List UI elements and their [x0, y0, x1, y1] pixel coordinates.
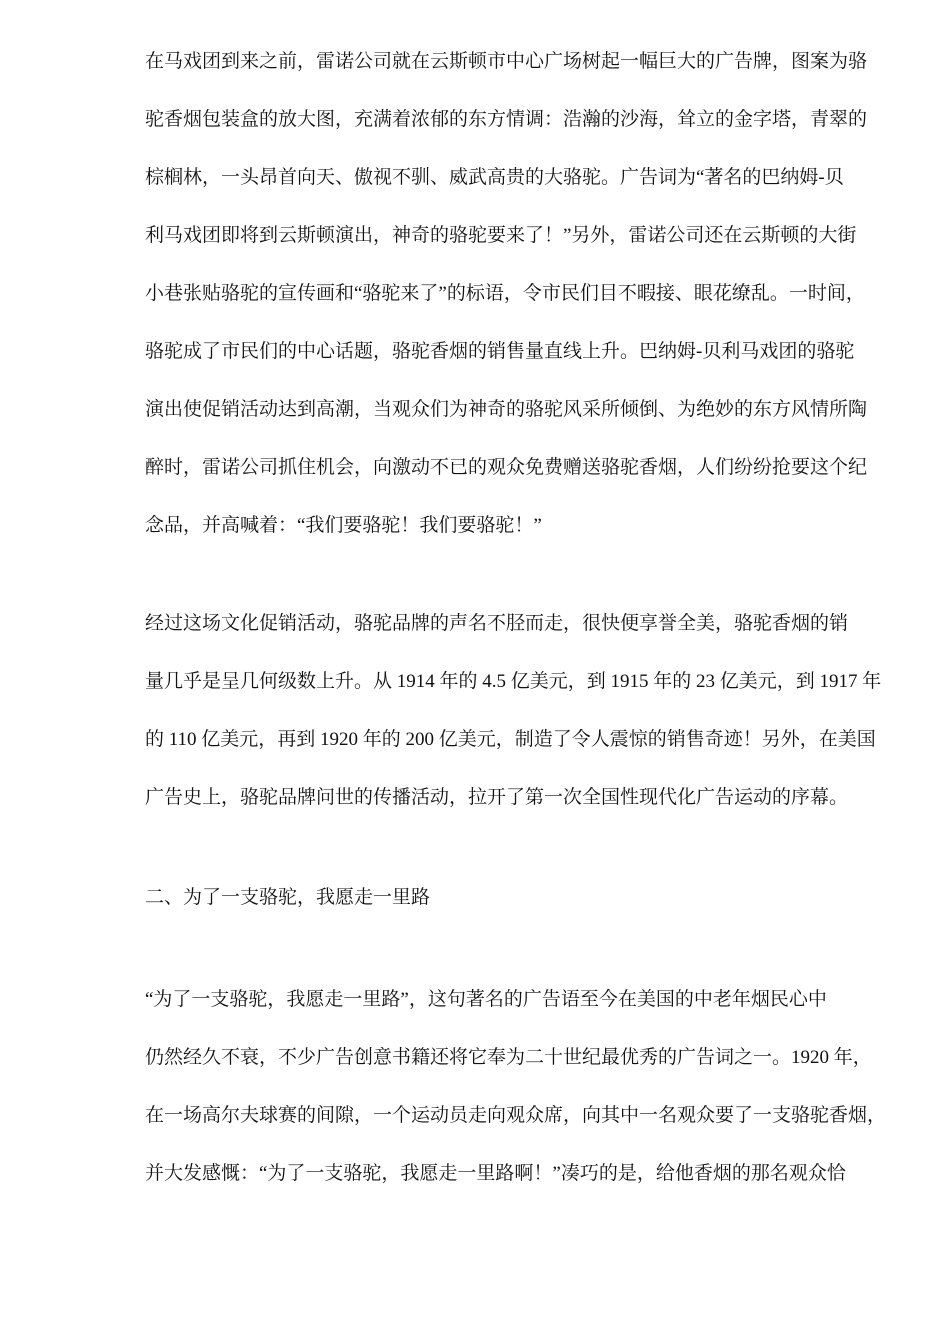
- text-line: 量几乎是呈几何级数上升。从 1914 年的 4.5 亿美元，到 1915 年的 23 亿美元，到 1917 年: [145, 671, 882, 692]
- text-line: 在一场高尔夫球赛的间隙，一个运动员走向观众席，向其中一名观众要了一支骆驼香烟，: [145, 1105, 887, 1126]
- text-line: “为了一支骆驼，我愿走一里路”，这句著名的广告语至今在美国的中老年烟民心中: [145, 989, 827, 1010]
- text-line: 演出使促销活动达到高潮，当观众们为神奇的骆驼风采所倾倒、为绝妙的东方风情所陶: [145, 399, 868, 420]
- text-line: 醉时，雷诺公司抓住机会，向激动不已的观众免费赠送骆驼香烟，人们纷纷抢要这个纪: [145, 457, 868, 478]
- text-line: 仍然经久不衰，不少广告创意书籍还将它奉为二十世纪最优秀的广告词之一。1920 年，: [145, 1047, 872, 1068]
- text-line: 经过这场文化促销活动，骆驼品牌的声名不胫而走，很快便享誉全美，骆驼香烟的销: [145, 613, 849, 634]
- text-line: 念品，并高喊着：“我们要骆驼！我们要骆驼！”: [145, 515, 542, 536]
- text-line: 利马戏团即将到云斯顿演出，神奇的骆驼要来了！”另外，雷诺公司还在云斯顿的大街: [145, 225, 857, 246]
- text-line: 棕榈林，一头昂首向天、傲视不驯、威武高贵的大骆驼。广告词为“著名的巴纳姆-贝: [145, 167, 844, 188]
- text-line: 的 110 亿美元，再到 1920 年的 200 亿美元，制造了令人震惊的销售奇迹！另外，在美国: [145, 729, 876, 750]
- text-line: 并大发感慨：“为了一支骆驼，我愿走一里路啊！”凑巧的是，给他香烟的那名观众恰: [145, 1163, 846, 1184]
- text-line: 小巷张贴骆驼的宣传画和“骆驼来了”的标语，令市民们目不暇接、眼花缭乱。一时间，: [145, 283, 865, 304]
- text-line: 广告史上，骆驼品牌问世的传播活动，拉开了第一次全国性现代化广告运动的序幕。: [145, 787, 849, 808]
- section-heading-text: 二、为了一支骆驼，我愿走一里路: [145, 887, 431, 908]
- text-line: 在马戏团到来之前，雷诺公司就在云斯顿市中心广场树起一幅巨大的广告牌，图案为骆: [145, 51, 868, 72]
- text-line: 骆驼成了市民们的中心话题，骆驼香烟的销售量直线上升。巴纳姆-贝利马戏团的骆驼: [145, 341, 855, 362]
- text-line: 驼香烟包装盒的放大图，充满着浓郁的东方情调：浩瀚的沙海，耸立的金字塔，青翠的: [145, 109, 868, 130]
